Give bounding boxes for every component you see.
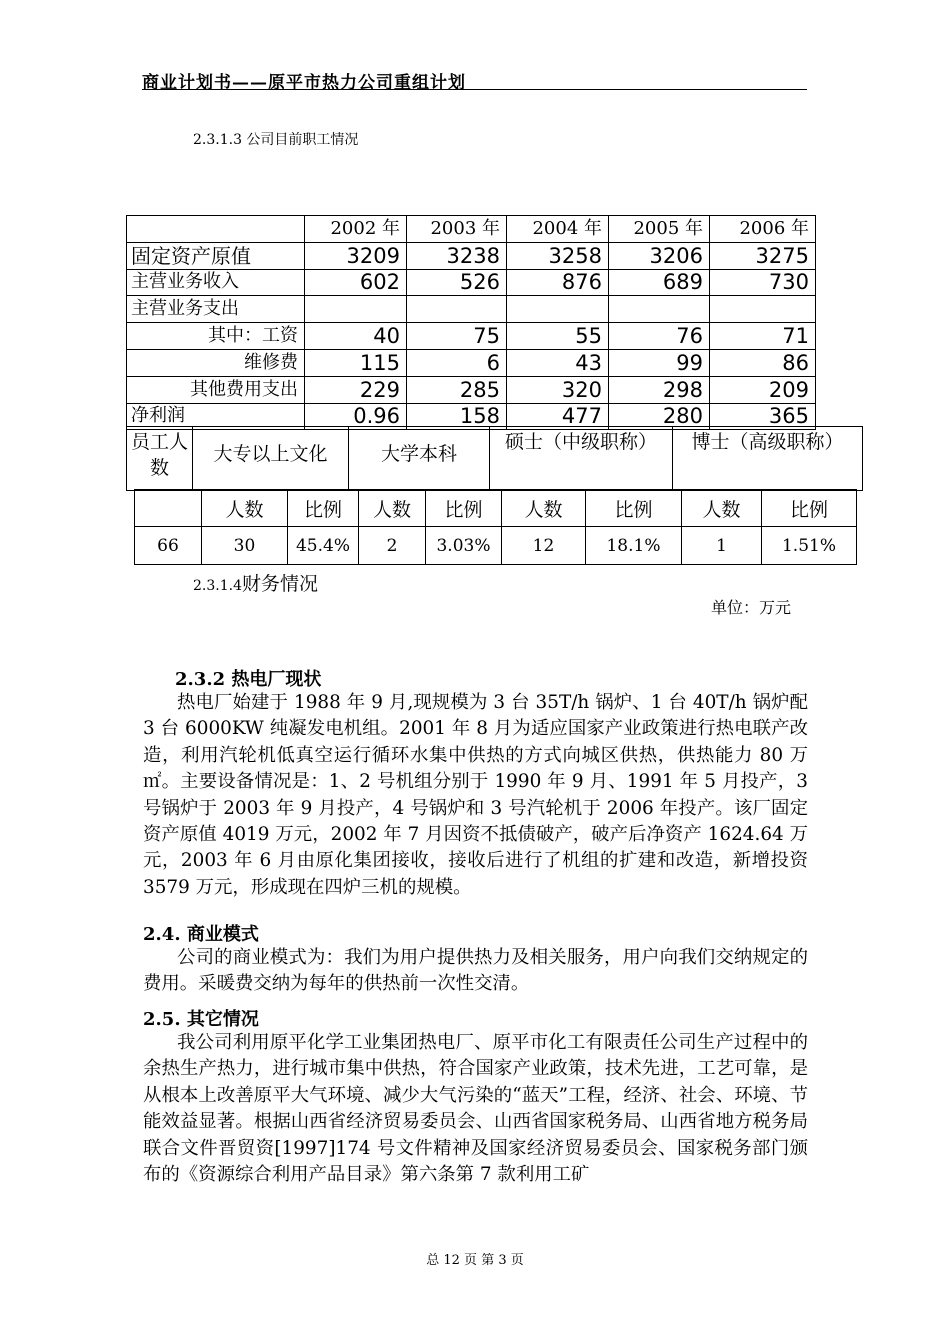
table-cell: 75 [407, 323, 507, 350]
page-footer: 总 12 页 第 3 页 [426, 1253, 524, 1268]
table-cell: 1.51% [762, 527, 857, 565]
staff-header-cell: 硕士（中级职称） [490, 427, 673, 491]
row-label: 主营业务支出 [127, 296, 305, 323]
table-cell [127, 216, 305, 243]
table-cell: 6 [407, 349, 507, 376]
table-cell: 876 [507, 269, 609, 296]
row-label: 其他费用支出 [127, 376, 305, 403]
table-cell: 365 [710, 403, 816, 430]
table-cell: 689 [609, 269, 710, 296]
table-cell [507, 296, 609, 323]
table-cell: 602 [305, 269, 407, 296]
table-cell: 477 [507, 403, 609, 430]
table-row [135, 527, 857, 565]
table-cell: 71 [710, 323, 816, 350]
table-row [127, 269, 816, 296]
table-row [127, 242, 816, 269]
header-divider [142, 89, 807, 90]
staff-total: 66 [135, 527, 202, 565]
table-cell: 526 [407, 269, 507, 296]
staff-section-caption: 2.3.1.3 公司目前职工情况 [193, 132, 359, 148]
table-cell [407, 296, 507, 323]
table-cell: 209 [710, 376, 816, 403]
table-row [127, 376, 816, 403]
staff-header-cell: 大专以上文化 [193, 427, 349, 491]
row-label: 净利润 [127, 403, 305, 430]
table-row [127, 427, 863, 491]
table-cell: 76 [609, 323, 710, 350]
table-cell: 229 [305, 376, 407, 403]
table-cell: 45.4% [288, 527, 359, 565]
table-cell: 115 [305, 349, 407, 376]
table-cell: 2 [359, 527, 426, 565]
year-header: 2005 年 [609, 216, 710, 243]
staff-header-cell: 大学本科 [349, 427, 490, 491]
table-cell: 158 [407, 403, 507, 430]
staff-subheader: 人数 [202, 490, 288, 527]
staff-subheader: 比例 [288, 490, 359, 527]
table-cell: 12 [502, 527, 586, 565]
table-cell [135, 490, 202, 527]
section-paragraph-2-3-2: 热电厂始建于 1988 年 9 月,现规模为 3 台 35T/h 锅炉、1 台 40T/h 锅炉配 3 台 6000KW 纯凝发电机组。2001 年 8 月为适应国家产业政策进行热电联产改造，利用汽轮机低真空运行循环水集中供热的方式向城区供热，供热能力 80 万㎡。主要设备情况是：1、2 号机组分别于 1990 年 9 月、1991 年 5 月投产，3 号锅炉于 2003 年 9 月投产，4 号锅炉和 3 号汽轮机于 2006 年投产。该厂固定资产原值 4019 万元，2002 年 7 月因资不抵债破产，破产后净资产 1624.64 万元，2003 年 6 月由原化集团接收，接收后进行了机组的扩建和改造，新增投资 3579 万元，形成现在四炉三机的规模。 [143, 692, 808, 898]
table-cell [609, 296, 710, 323]
table-row [127, 349, 816, 376]
table-cell: 3209 [305, 242, 407, 269]
row-label: 其中：工资 [127, 323, 305, 350]
table-cell: 298 [609, 376, 710, 403]
table-cell: 3206 [609, 242, 710, 269]
year-header: 2006 年 [710, 216, 816, 243]
table-cell: 40 [305, 323, 407, 350]
staff-subheader: 比例 [586, 490, 682, 527]
staff-data-table [134, 489, 857, 565]
table-cell: 3258 [507, 242, 609, 269]
table-cell: 285 [407, 376, 507, 403]
staff-header-cell: 员工人数 [127, 427, 193, 491]
table-cell: 280 [609, 403, 710, 430]
staff-subheader: 人数 [682, 490, 762, 527]
staff-header-cell: 博士（高级职称） [673, 427, 863, 491]
staff-subheader: 比例 [762, 490, 857, 527]
finance-table [126, 215, 816, 430]
table-row [127, 323, 816, 350]
table-cell [305, 296, 407, 323]
year-header: 2004 年 [507, 216, 609, 243]
section-paragraph-2-4: 公司的商业模式为：我们为用户提供热力及相关服务，用户向我们交纳规定的费用。采暖费交纳为每年的供热前一次性交清。 [143, 947, 808, 995]
table-cell [710, 296, 816, 323]
table-cell: 1 [682, 527, 762, 565]
section-paragraph-2-5: 我公司利用原平化学工业集团热电厂、原平市化工有限责任公司生产过程中的余热生产热力，进行城市集中供热，符合国家产业政策，技术先进，工艺可靠，是从根本上改善原平大气环境、减少大气污染的“蓝天”工程，经济、社会、环境、节能效益显著。根据山西省经济贸易委员会、山西省国家税务局、山西省地方税务局联合文件晋贸资[1997]174 号文件精神及国家经济贸易委员会、国家税务部门颁布的《资源综合利用产品目录》第六条第 7 款利用工矿 [143, 1032, 808, 1186]
table-cell: 3.03% [426, 527, 502, 565]
table-cell: 320 [507, 376, 609, 403]
table-row [127, 216, 816, 243]
staff-subheader: 人数 [359, 490, 426, 527]
finance-caption-text: 财务情况 [241, 573, 318, 595]
finance-section-caption [193, 569, 318, 596]
row-label: 主营业务收入 [127, 269, 305, 296]
table-cell: 43 [507, 349, 609, 376]
staff-subheader: 比例 [426, 490, 502, 527]
section-heading-2-5: 2.5. 其它情况 [143, 1009, 259, 1030]
row-label: 维修费 [127, 349, 305, 376]
section-heading-2-4: 2.4. 商业模式 [143, 924, 259, 945]
staff-subheader: 人数 [502, 490, 586, 527]
table-cell: 3238 [407, 242, 507, 269]
year-header: 2002 年 [305, 216, 407, 243]
table-cell: 30 [202, 527, 288, 565]
unit-label: 单位：万元 [711, 598, 792, 617]
table-cell: 3275 [710, 242, 816, 269]
table-cell: 730 [710, 269, 816, 296]
table-cell: 55 [507, 323, 609, 350]
section-heading-2-3-2: 2.3.2 热电厂现状 [175, 669, 322, 690]
table-row [135, 490, 857, 527]
finance-caption-number: 2.3.1.4 [193, 578, 242, 594]
table-cell: 99 [609, 349, 710, 376]
row-label: 固定资产原值 [127, 242, 305, 269]
staff-header-table [126, 426, 863, 491]
document-header: 商业计划书——原平市热力公司重组计划 [142, 73, 466, 93]
table-row [127, 296, 816, 323]
year-header: 2003 年 [407, 216, 507, 243]
table-cell: 86 [710, 349, 816, 376]
table-cell: 0.96 [305, 403, 407, 430]
table-cell: 18.1% [586, 527, 682, 565]
